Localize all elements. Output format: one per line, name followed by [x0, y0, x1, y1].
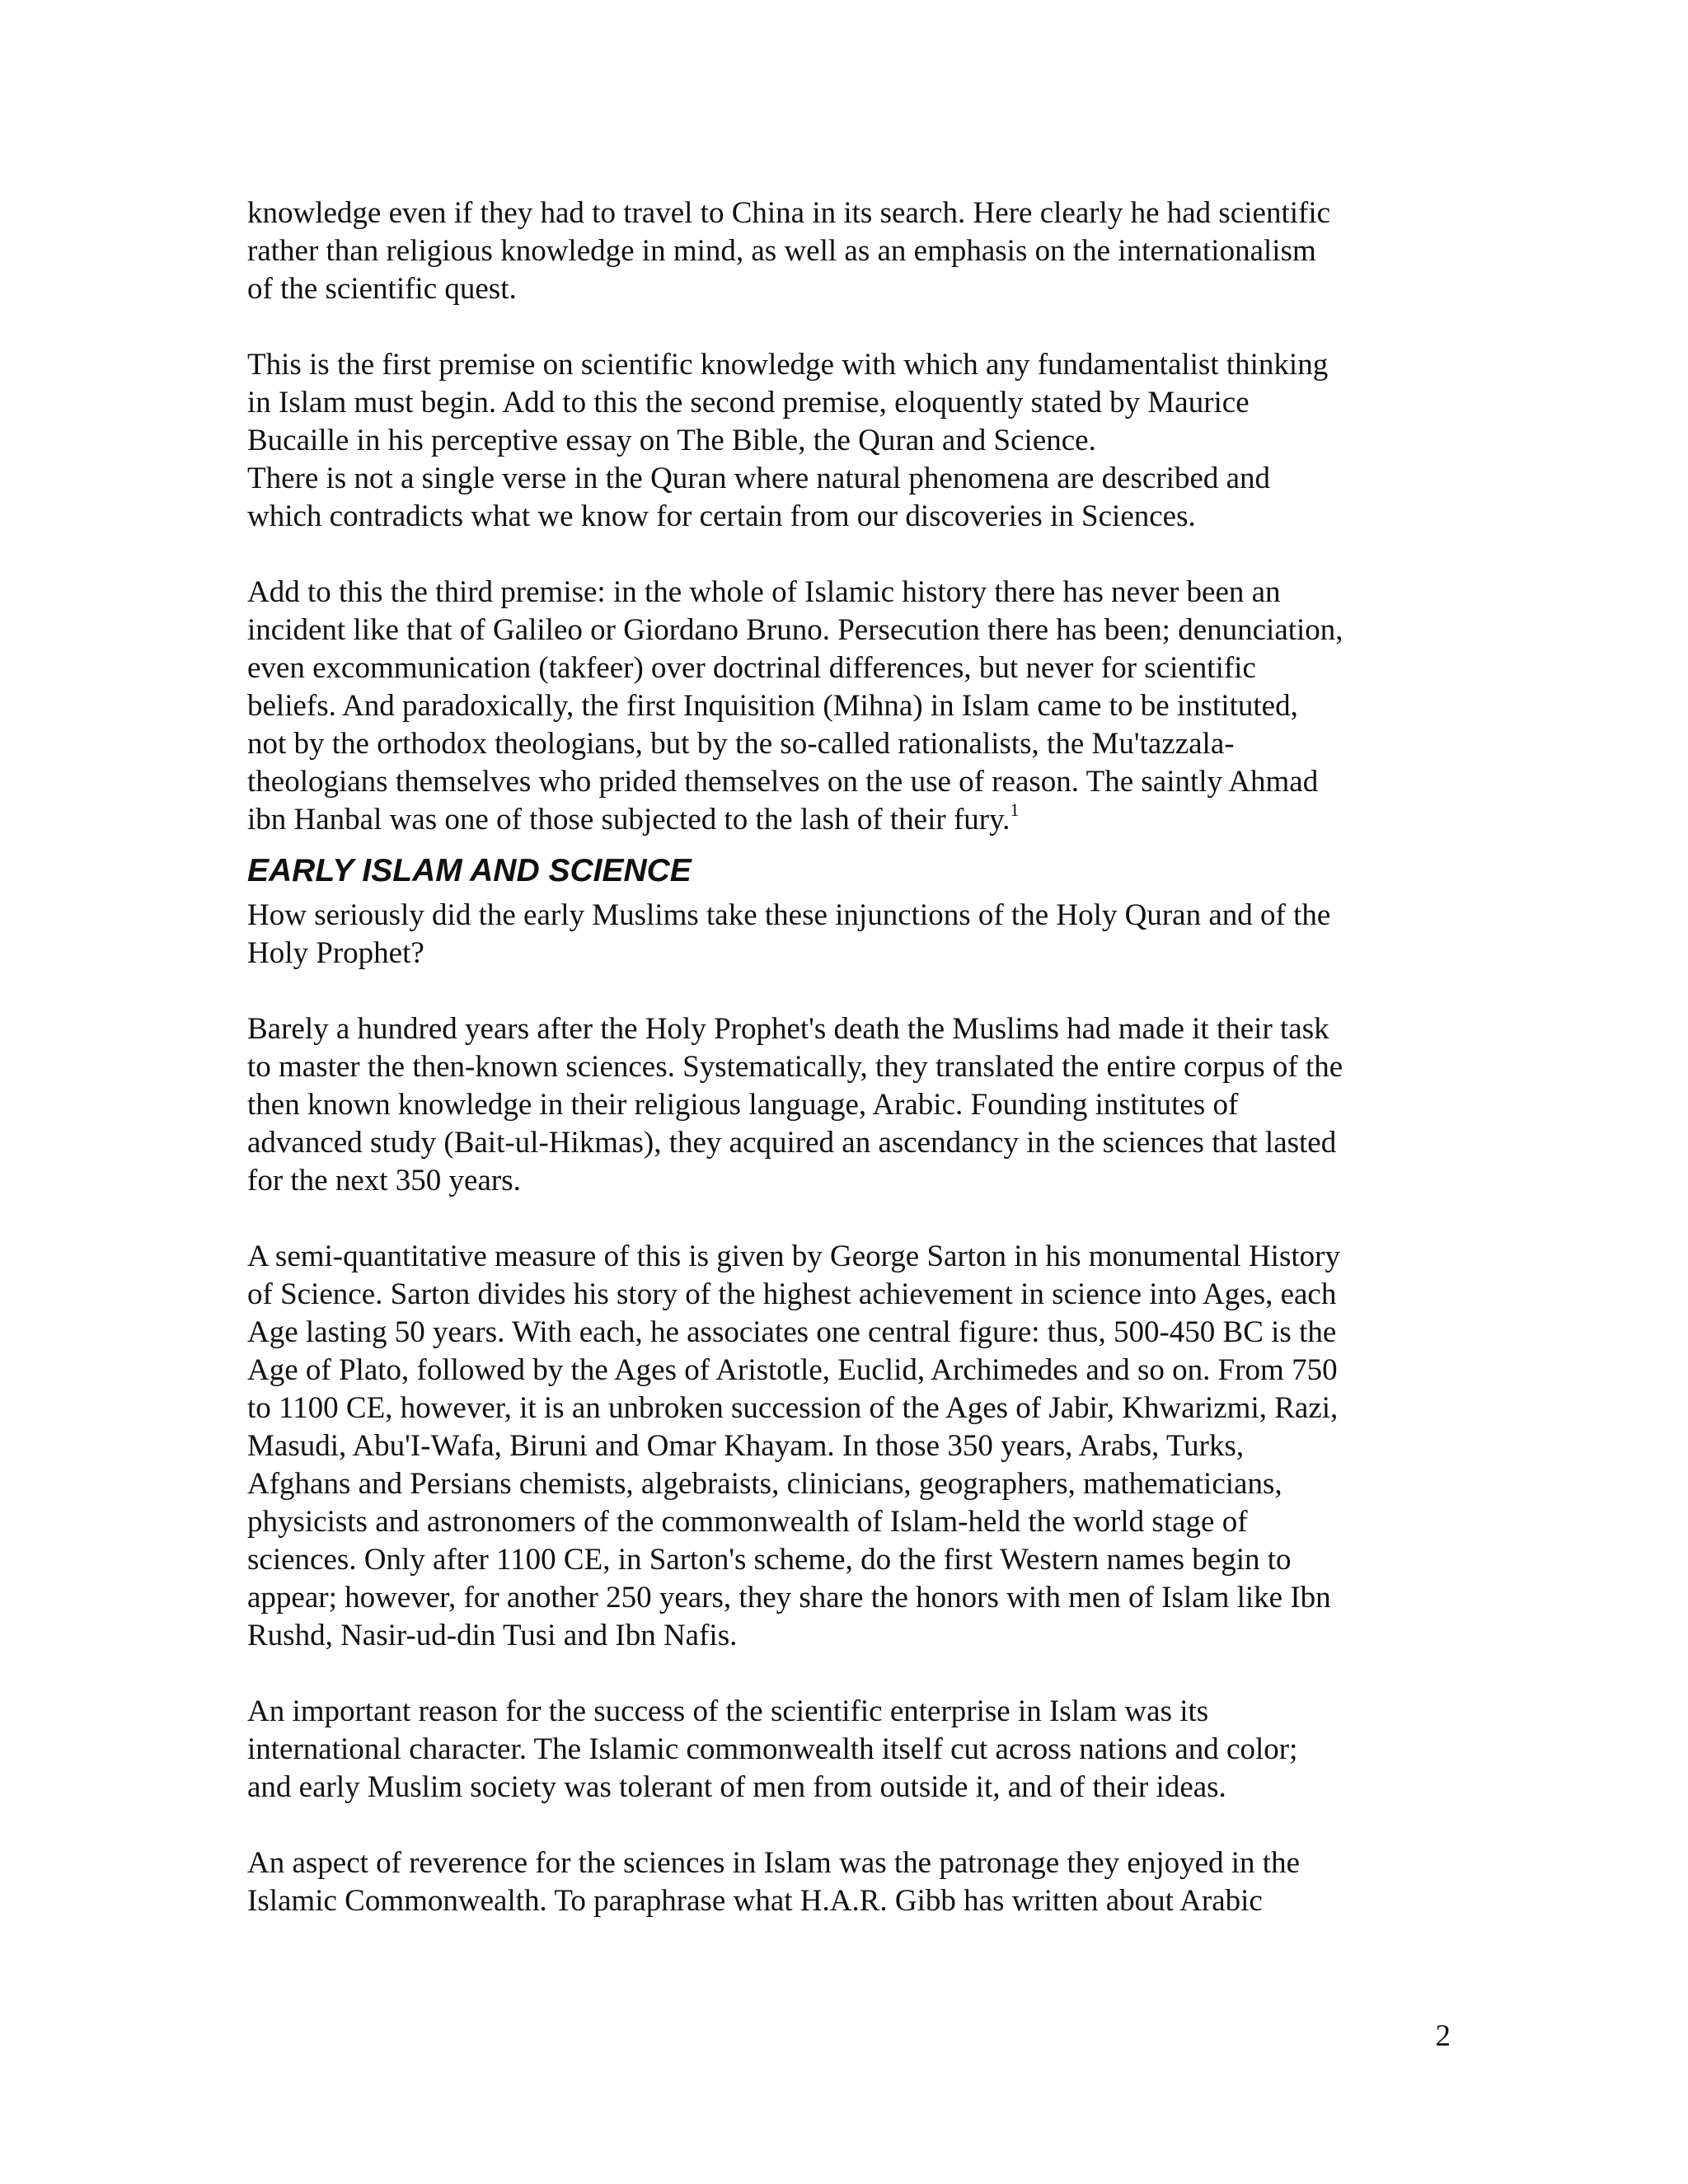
- paragraph-translation-movement: Barely a hundred years after the Holy Prophet's death the Muslims had made it their task to master the then-known sciences. Systematically, they translated the entire corpus of the then known knowledge in their religious language, Arabic. Founding institutes of advanced study (Bait-ul-Hikmas), they acquired an ascendancy in the sciences that lasted for the next 350 years.: [247, 1012, 1343, 1197]
- paragraph-sarton: A semi-quantitative measure of this is given by George Sarton in his monumental History of Science. Sarton divides his story of the highest achievement in science into Ages, each Age lasting 50 years. With each, he associates one central figure: thus, 500-450 BC is the Age of Plato, followed by the Ages of Aristotle, Euclid, Archimedes and so on. From 750 to 1100 CE, however, it is an unbroken succession of the Ages of Jabir, Khwarizmi, Razi, Masudi, Abu'I-Wafa, Biruni and Omar Khayam. In those 350 years, Arabs, Turks, Afghans and Persians chemists, algebraists, clinicians, geographers, mathematicians, physicists and astronomers of the commonwealth of Islam-held the world stage of sciences. Only after 1100 CE, in Sarton's scheme, do the first Western names begin to appear; however, for another 250 years, they share the honors with men of Islam like Ibn Rushd, Nasir-ud-din Tusi and Ibn Nafis.: [247, 1240, 1340, 1652]
- section-heading: EARLY ISLAM AND SCIENCE: [247, 853, 692, 888]
- paragraph-gap: [247, 1200, 1451, 1238]
- paragraph-international-character: An important reason for the success of the scientific enterprise in Islam was its international character. The Islamic commonwealth itself cut across nations and color; and early Muslim society was tolerant of men from outside it, and of their ideas.: [247, 1694, 1298, 1804]
- footnote-marker[interactable]: 1: [1010, 799, 1020, 820]
- paragraph-patronage: An aspect of reverence for the sciences in Islam was the patronage they enjoyed in the Islamic Commonwealth. To paraphrase what H.A.R. Gibb has written about Arabic: [247, 1846, 1301, 1918]
- paragraph-gap: [247, 536, 1451, 574]
- page-body: [247, 194, 1451, 1920]
- paragraph-knowledge-china: knowledge even if they had to travel to China in its search. Here clearly he had scientific rather than religious knowledge in mind, as well as an emphasis on the internationalism of the scientific quest.: [247, 196, 1331, 306]
- paragraph-third-premise: [247, 574, 1451, 839]
- page-number: 2: [1435, 2019, 1451, 2053]
- paragraph-gap: [247, 1807, 1451, 1844]
- paragraph-first-premise: This is the first premise on scientific knowledge with which any fundamentalist thinking in Islam must begin. Add to this the second premise, eloquently stated by Maurice Bucaille in his perceptive essay on The Bible, the Quran and Science. There is not a single verse in the Quran where natural phenomena are described and which contradicts what we know for certain from our discoveries in Sciences.: [247, 348, 1329, 533]
- paragraph-gap: [247, 308, 1451, 346]
- paragraph-early-muslims: How seriously did the early Muslims take these injunctions of the Holy Quran and of the Holy Prophet?: [247, 898, 1331, 970]
- paragraph-third-premise-text: Add to this the third premise: in the whole of Islamic history there has never been an incident like that of Galileo or Giordano Bruno. Persecution there has been; denunciation, even excommunication (takfeer) over doctrinal differences, but never for scientific beliefs. And paradoxically, the first Inquisition (Mihna) in Islam came to be instituted, not by the orthodox theologians, but by the so-called rationalists, the Mu'tazzala- theologians themselves who prided themselves on the use of reason. The saintly Ahmad ibn Hanbal was one of those subjected to the lash of their fury.: [247, 575, 1343, 837]
- paragraph-gap: [247, 1655, 1451, 1693]
- paragraph-gap: [247, 972, 1451, 1010]
